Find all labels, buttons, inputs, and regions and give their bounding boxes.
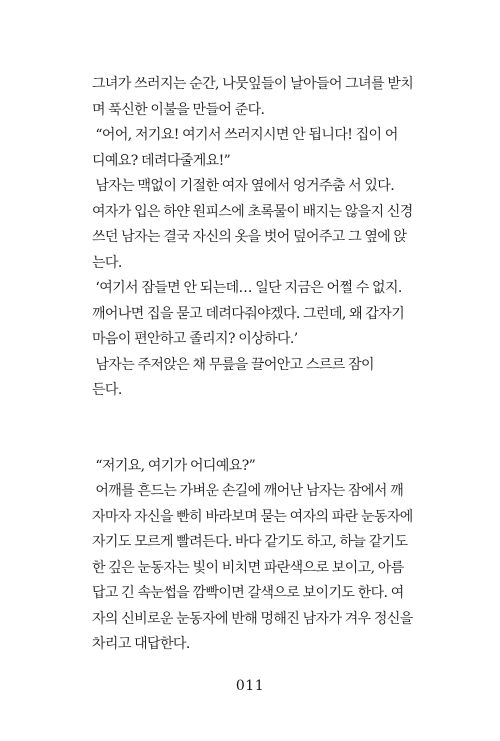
text-line: 한 깊은 눈동자는 빛이 비치면 파란색으로 보이고, 아름	[92, 559, 404, 576]
paragraph-1	[92, 72, 426, 123]
paragraph-7	[92, 479, 426, 658]
text-line: 든다.	[92, 382, 122, 398]
text-line: 쓰던 남자는 결국 자신의 옷을 벗어 덮어주고 그 옆에 앉	[92, 229, 407, 245]
text-line: 자기도 모르게 빨려든다. 바다 같기도 하고, 하늘 같기도	[92, 534, 408, 550]
paragraph-6	[92, 454, 426, 480]
text-line: 남자는 맥없이 기절한 여자 옆에서 엉거주춤 서 있다.	[92, 178, 395, 194]
paragraph-5	[92, 353, 426, 404]
body-text	[92, 72, 426, 658]
text-line: 자의 신비로운 눈동자에 반해 멍해진 남자가 겨우 정신을	[92, 610, 413, 627]
text-line: 디예요? 데려다줄게요!”	[92, 152, 231, 169]
text-line: 그녀가 쓰러지는 순간, 나뭇잎들이 날아들어 그녀를 받치	[92, 76, 414, 92]
section-break	[92, 404, 426, 454]
text-line: ‘여기서 잠들면 안 되는데… 일단 지금은 어쩔 수 없지.	[92, 280, 402, 296]
text-line: 는다.	[92, 254, 122, 271]
text-line: 남자는 주저앉은 채 무릎을 끌어안고 스르르 잠이	[92, 356, 374, 373]
text-line: “어어, 저기요! 여기서 쓰러지시면 안 됩니다! 집이 어	[92, 127, 398, 143]
text-line: 자마자 자신을 빤히 바라보며 묻는 여자의 파란 눈동자에	[92, 508, 413, 525]
paragraph-4	[92, 276, 426, 353]
text-line: 차리고 대답한다.	[92, 636, 190, 652]
text-line: “저기요, 여기가 어디예요?”	[92, 457, 256, 474]
text-line: 마음이 편안하고 졸리지? 이상하다.’	[92, 331, 298, 347]
text-line: 깨어나면 집을 묻고 데려다줘야겠다. 그런데, 왜 갑자기	[92, 305, 405, 322]
paragraph-3	[92, 174, 426, 276]
text-line: 답고 긴 속눈썹을 깜빡이면 갈색으로 보이기도 한다. 여	[92, 585, 404, 601]
text-line: 여자가 입은 하얀 원피스에 초록물이 배지는 않을지 신경	[92, 203, 413, 220]
text-line: 어깨를 흔드는 가벼운 손길에 깨어난 남자는 잠에서 깨	[92, 483, 404, 499]
paragraph-2	[92, 123, 426, 174]
text-line: 며 푹신한 이불을 만들어 준다.	[92, 101, 265, 118]
page-number: 011	[235, 678, 265, 694]
